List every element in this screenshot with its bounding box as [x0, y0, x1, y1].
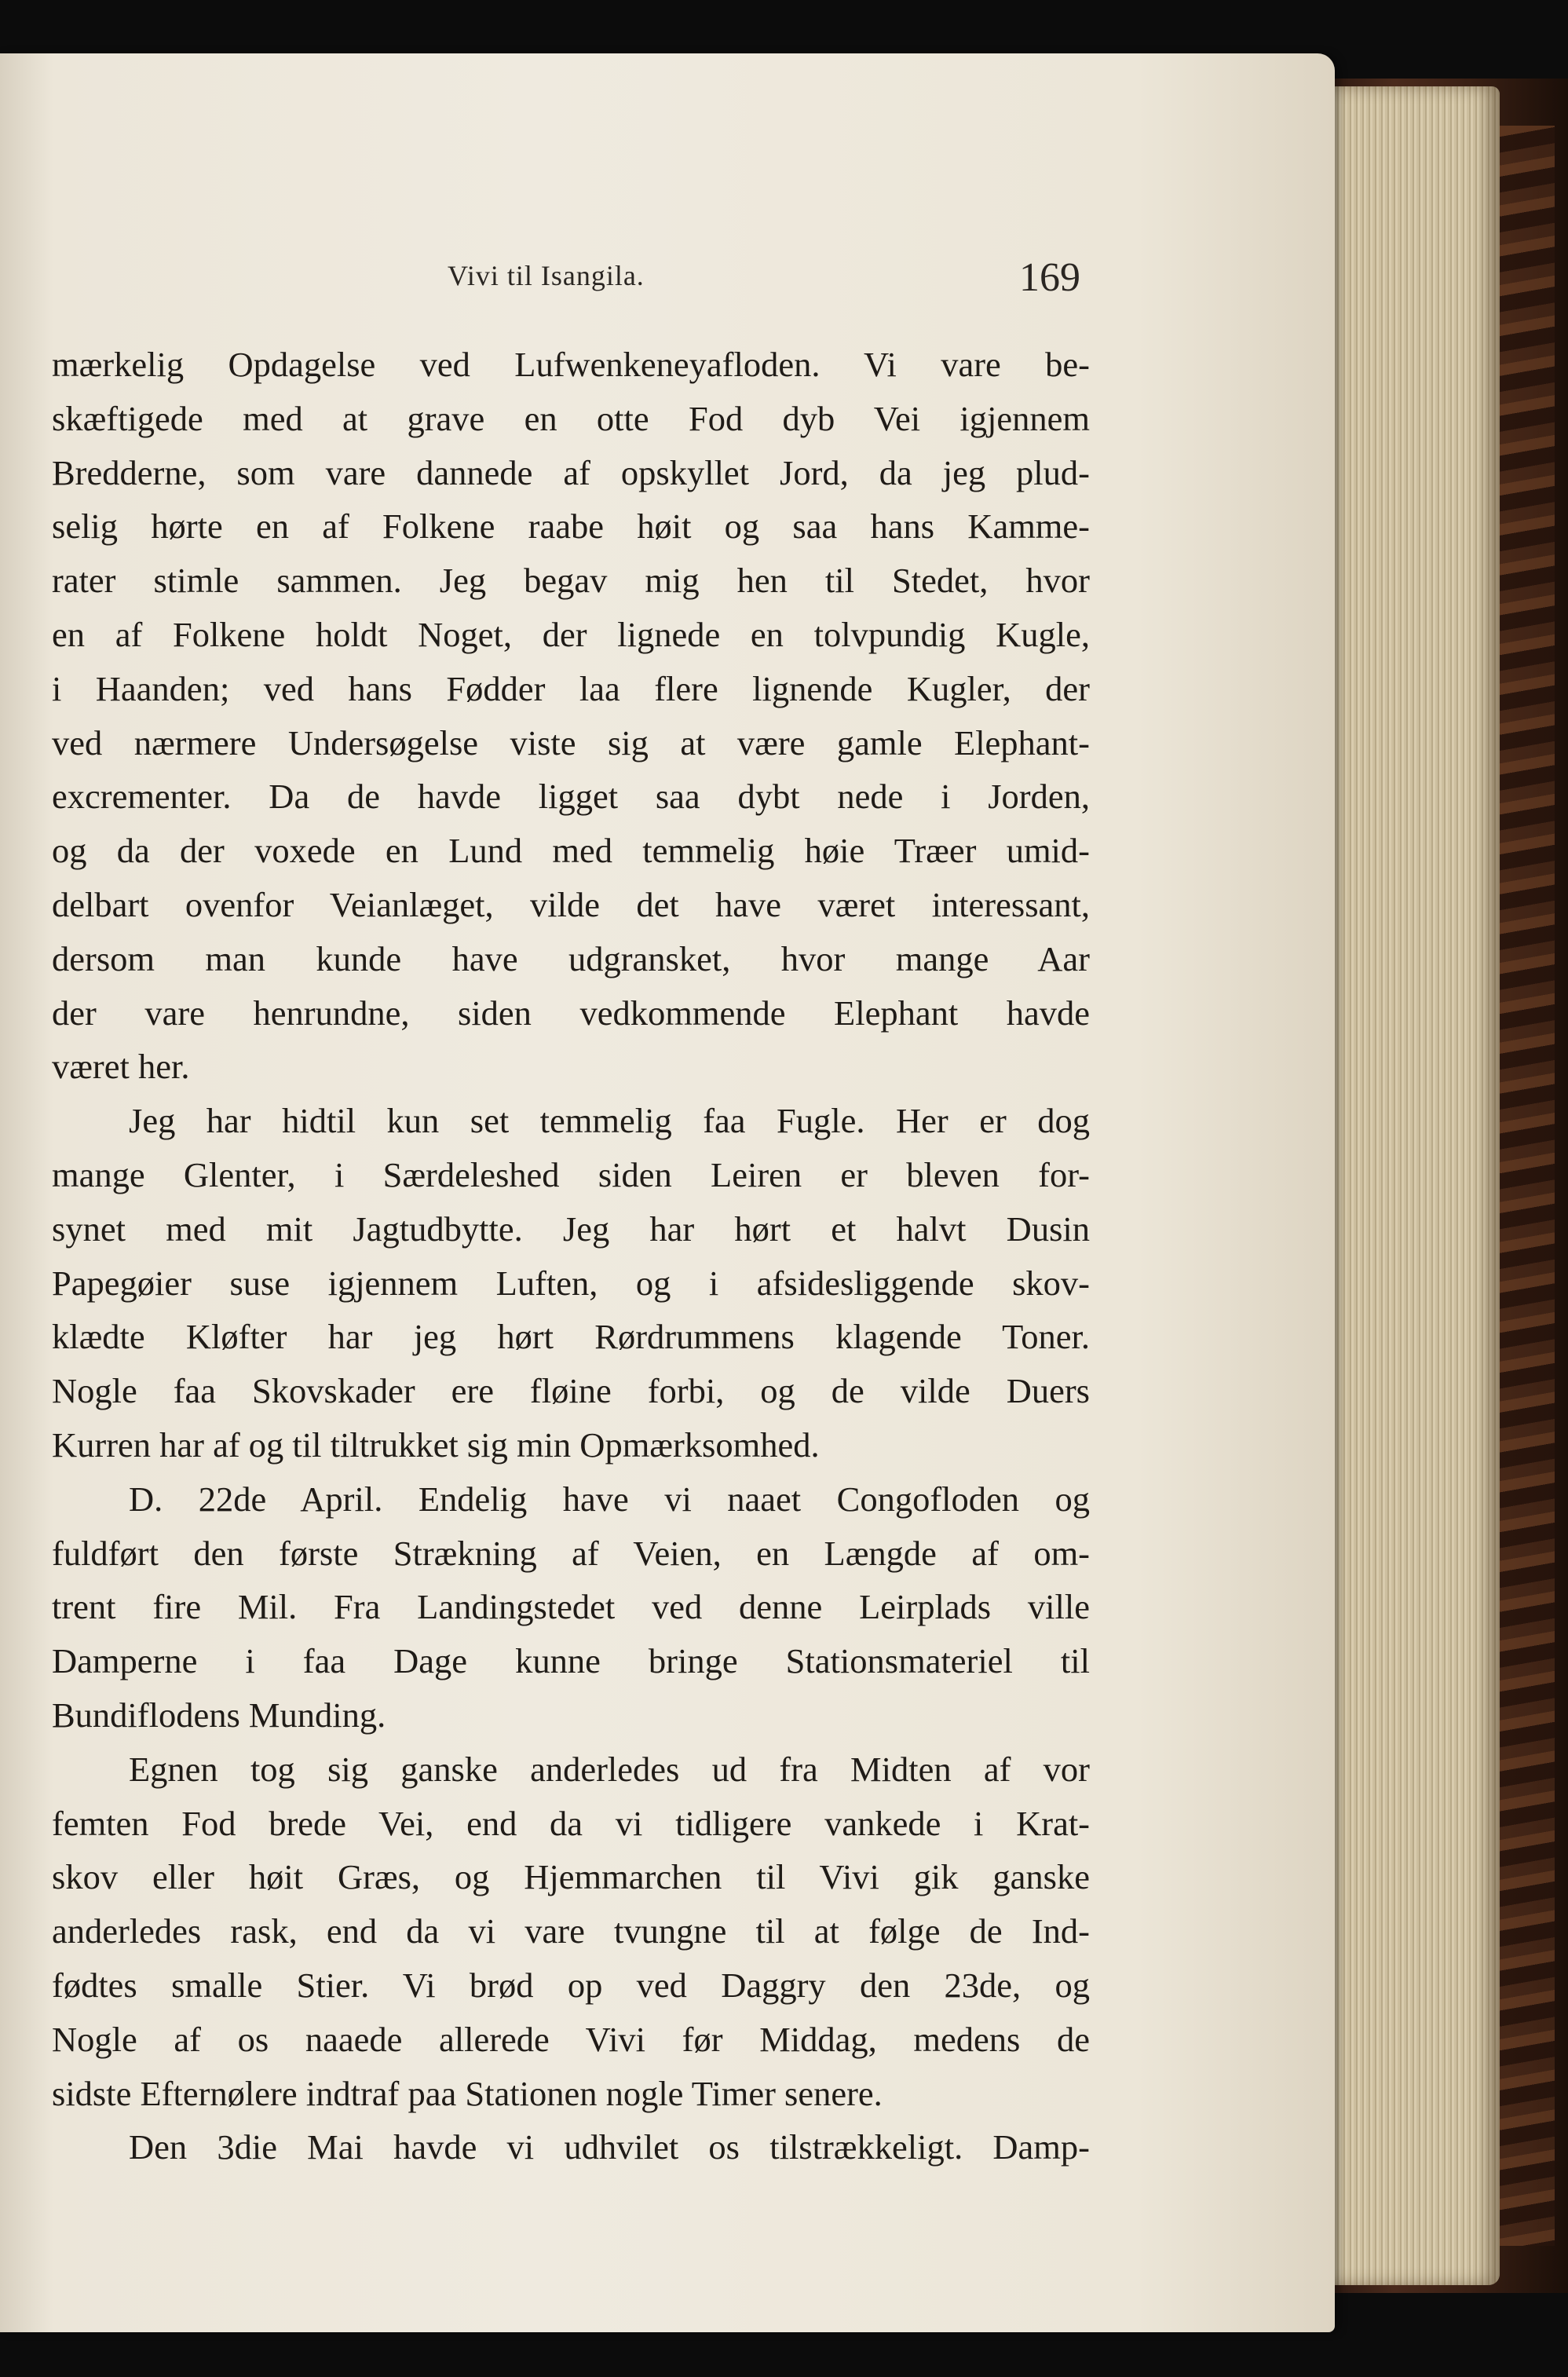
text-line: der vare henrundne, siden vedkommende Elephant havde: [52, 993, 1090, 1033]
text-line: ved nærmere Undersøgelse viste sig at være gamle Elephant-: [52, 722, 1090, 762]
text-line: Bundiflodens Munding.: [52, 1695, 386, 1735]
text-line: Egnen tog sig ganske anderledes ud fra Midten af vor: [129, 1749, 1090, 1789]
text-line: Jeg har hidtil kun set temmelig faa Fugle. Her er dog: [129, 1101, 1090, 1141]
text-line: femten Fod brede Vei, end da vi tidligere vankede i Krat-: [52, 1803, 1090, 1843]
text-line: synet med mit Jagtudbytte. Jeg har hørt et halvt Dusin: [52, 1209, 1090, 1249]
text-line: sidste Efternølere indtraf paa Stationen nogle Timer senere.: [52, 2073, 883, 2113]
page-number: 169: [1019, 255, 1080, 300]
text-line: selig hørte en af Folkene raabe høit og saa hans Kamme-: [52, 506, 1090, 547]
text-line: Nogle faa Skovskader ere fløine forbi, og de vilde Duers: [52, 1371, 1090, 1411]
body-text: [52, 338, 1090, 2174]
text-line: skov eller høit Græs, og Hjemmarchen til Vivi gik ganske: [52, 1857, 1090, 1897]
text-line: en af Folkene holdt Noget, der lignede en tolvpundig Kugle,: [52, 614, 1090, 654]
text-line: Papegøier suse igjennem Luften, og i afsidesliggende skov-: [52, 1263, 1090, 1303]
text-line: mærkelig Opdagelse ved Lufwenkeneyafloden. Vi vare be-: [52, 345, 1090, 384]
text-line: excrementer. Da de havde ligget saa dybt nede i Jorden,: [52, 777, 1090, 817]
text-line: Nogle af os naaede allerede Vivi før Middag, medens de: [52, 2019, 1090, 2059]
text-line: fuldført den første Strækning af Veien, en Længde af om-: [52, 1533, 1090, 1573]
text-line: Damperne i faa Dage kunne bringe Stationsmateriel til: [52, 1641, 1090, 1681]
text-line: og da der voxede en Lund med temmelig høie Træer umid-: [52, 831, 1090, 871]
text-line: delbart ovenfor Veianlæget, vilde det have været interessant,: [52, 884, 1090, 924]
text-line: klædte Kløfter har jeg hørt Rørdrummens klagende Toner.: [52, 1317, 1090, 1357]
text-line: rater stimle sammen. Jeg begav mig hen til Stedet, hvor: [52, 561, 1090, 601]
text-line: anderledes rask, end da vi vare tvungne til at følge de Ind-: [52, 1911, 1090, 1951]
running-title: Vivi til Isangila.: [448, 260, 645, 291]
text-line: været her.: [52, 1047, 190, 1087]
text-line: Bredderne, som vare dannede af opskyllet Jord, da jeg plud-: [52, 452, 1090, 492]
text-line: i Haanden; ved hans Fødder laa flere lignende Kugler, der: [52, 668, 1090, 708]
text-line: trent fire Mil. Fra Landingstedet ved denne Leirplads ville: [52, 1587, 1090, 1627]
text-line: mange Glenter, i Særdeleshed siden Leiren er bleven for-: [52, 1154, 1090, 1194]
text-line: Kurren har af og til tiltrukket sig min Opmærksomhed.: [52, 1424, 820, 1465]
text-line: fødtes smalle Stier. Vi brød op ved Daggry den 23de, og: [52, 1965, 1090, 2005]
text-line: Den 3die Mai havde vi udhvilet os tilstrækkeligt. Damp-: [129, 2127, 1090, 2167]
text-line: skæftigede med at grave en otte Fod dyb Vei igjennem: [52, 398, 1090, 438]
text-line: D. 22de April. Endelig have vi naaet Congofloden og: [129, 1479, 1090, 1519]
text-line: dersom man kunde have udgransket, hvor mange Aar: [52, 938, 1090, 978]
book-page: [0, 53, 1335, 2332]
